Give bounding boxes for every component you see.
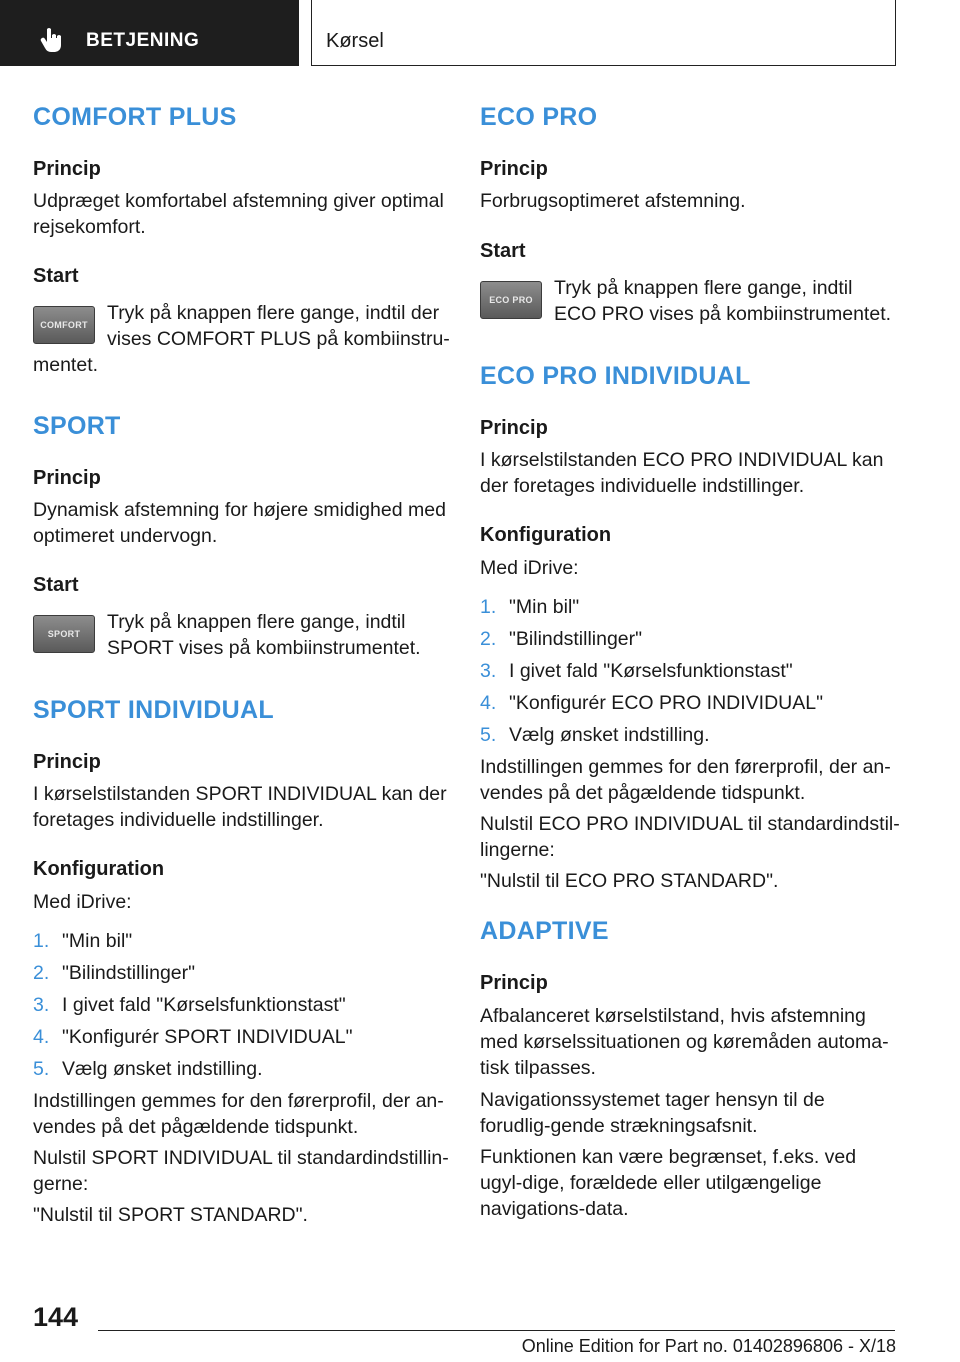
- eco-pro-principle-text: Forbrugsoptimeret afstemning.: [480, 190, 746, 212]
- sport-individual-note-1: Indstillingen gemmes for den førerprofil, der an-vendes på det pågældende tidspunkt.: [33, 1090, 444, 1138]
- eco-pro-individual-note-1: Indstillingen gemmes for den førerprofil, der an-vendes på det pågældende tidspunkt.: [480, 756, 891, 804]
- eco-pro-individual-note-2: Nulstil ECO PRO INDIVIDUAL til standardindstil-lingerne:: [480, 813, 900, 861]
- eco-pro-start-text: Tryk på knappen flere gange, indtil ECO PRO vises på kombiinstrumentet.: [554, 277, 892, 325]
- list-text: "Bilindstillinger": [509, 628, 643, 650]
- sport-individual-note-2: Nulstil SPORT INDIVIDUAL til standardindstillin-gerne:: [33, 1147, 449, 1195]
- eco-pro-individual-note-3: "Nulstil til ECO PRO STANDARD".: [480, 870, 779, 892]
- page-number: 144: [33, 1302, 79, 1332]
- list-text: I givet fald "Kørselsfunktionstast": [62, 994, 346, 1016]
- list-number: 3.: [480, 660, 497, 682]
- sport-individual-principle-text: I kørselstilstanden SPORT INDIVIDUAL kan der foretages individuelle indstillinger.: [33, 783, 447, 831]
- heading-adaptive: ADAPTIVE: [480, 917, 609, 945]
- sport-start-text: Tryk på knappen flere gange, indtil SPORT vises på kombiinstrumentet.: [107, 611, 421, 659]
- edition-info: Online Edition for Part no. 01402896806 - X/18: [521, 1336, 896, 1356]
- sport-individual-note-3: "Nulstil til SPORT STANDARD".: [33, 1204, 308, 1226]
- subheading-principle: Princip: [480, 417, 548, 439]
- adaptive-principle-text: Afbalanceret kørselstilstand, hvis afstemning med kørselssituationen og køremåden automa-tisk tilpasses.: [480, 1005, 889, 1079]
- subheading-principle: Princip: [33, 751, 101, 773]
- list-number: 4.: [480, 692, 497, 714]
- config-intro: Med iDrive:: [33, 891, 132, 913]
- hand-pointer-icon: [38, 26, 66, 54]
- list-text: "Bilindstillinger": [62, 962, 196, 984]
- list-text: Vælg ønsket indstilling.: [62, 1058, 263, 1080]
- comfort-plus-start-line-1: Tryk på knappen flere gange, indtil der: [107, 302, 440, 324]
- subheading-start: Start: [33, 265, 79, 287]
- section-label: Kørsel: [326, 30, 384, 52]
- list-number: 2.: [33, 962, 50, 984]
- heading-sport: SPORT: [33, 412, 121, 440]
- footer-divider: [98, 1330, 895, 1331]
- heading-comfort-plus: COMFORT PLUS: [33, 103, 237, 131]
- comfort-plus-start-line-3: mentet.: [33, 354, 99, 376]
- chapter-tab: [0, 0, 299, 66]
- heading-sport-individual: SPORT INDIVIDUAL: [33, 696, 274, 724]
- list-number: 4.: [33, 1026, 50, 1048]
- list-text: "Min bil": [509, 596, 580, 618]
- subheading-principle: Princip: [480, 972, 548, 994]
- heading-eco-pro-individual: ECO PRO INDIVIDUAL: [480, 362, 751, 390]
- config-intro: Med iDrive:: [480, 557, 579, 579]
- eco-pro-individual-principle-text: I kørselstilstanden ECO PRO INDIVIDUAL kan der foretages individuelle indstillinger.: [480, 449, 884, 497]
- subheading-start: Start: [480, 240, 526, 262]
- sport-button-image: [33, 615, 95, 653]
- list-number: 2.: [480, 628, 497, 650]
- list-text: Vælg ønsket indstilling.: [509, 724, 710, 746]
- sport-button-label: SPORT: [47, 629, 81, 639]
- subheading-principle: Princip: [33, 158, 101, 180]
- list-number: 1.: [33, 930, 50, 952]
- eco-pro-button-label: ECO PRO: [489, 295, 533, 305]
- subheading-principle: Princip: [480, 158, 548, 180]
- subheading-configuration: Konfiguration: [33, 858, 165, 880]
- subheading-principle: Princip: [33, 467, 101, 489]
- adaptive-para-3: Funktionen kan være begrænset, f.eks. ved ugyl-dige, forældede eller utilgængelige navigations-data.: [480, 1146, 857, 1220]
- heading-eco-pro: ECO PRO: [480, 103, 598, 131]
- section-header: [311, 0, 896, 66]
- list-text: "Konfigurér ECO PRO INDIVIDUAL": [509, 692, 824, 714]
- chapter-label: BETJENING: [86, 30, 200, 51]
- eco-pro-button-image: [480, 281, 542, 319]
- list-number: 3.: [33, 994, 50, 1016]
- comfort-button-image: [33, 306, 95, 344]
- comfort-button-label: COMFORT: [40, 320, 88, 330]
- list-text: I givet fald "Kørselsfunktionstast": [509, 660, 793, 682]
- list-number: 5.: [480, 724, 497, 746]
- list-text: "Min bil": [62, 930, 133, 952]
- subheading-start: Start: [33, 574, 79, 596]
- sport-principle-text: Dynamisk afstemning for højere smidighed med optimeret undervogn.: [33, 499, 446, 547]
- comfort-plus-principle-text: Udpræget komfortabel afstemning giver optimal rejsekomfort.: [33, 190, 444, 238]
- adaptive-para-2: Navigationssystemet tager hensyn til de forudlig-gende strækningsafsnit.: [480, 1089, 825, 1137]
- subheading-configuration: Konfiguration: [480, 524, 612, 546]
- list-text: "Konfigurér SPORT INDIVIDUAL": [62, 1026, 353, 1048]
- list-number: 5.: [33, 1058, 50, 1080]
- comfort-plus-start-line-2: vises COMFORT PLUS på kombiinstru-: [107, 328, 450, 350]
- list-number: 1.: [480, 596, 497, 618]
